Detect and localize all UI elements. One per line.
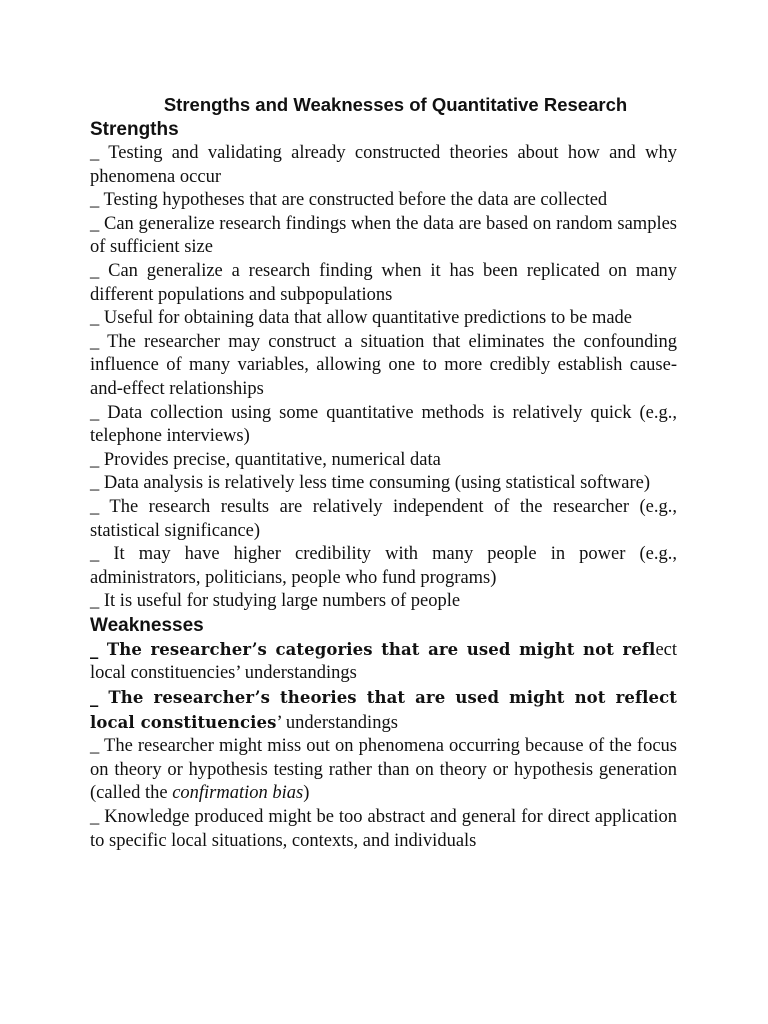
weakness-item [90, 638, 677, 686]
weaknesses-heading: Weaknesses [90, 614, 204, 636]
weakness-item: _ Knowledge produced might be too abstract and general for direct application to specific local situations, contexts, and individuals [90, 807, 677, 851]
weakness-item-bold-text: _ The researcher’s categories that are used might not refl [90, 639, 656, 659]
document-page [90, 92, 677, 853]
strength-item: _ Provides precise, quantitative, numerical data [90, 449, 441, 470]
strength-item: _ The researcher may construct a situation that eliminates the confounding influence of many variables, allowing one to more credibly establish cause-and-effect relationships [90, 331, 677, 399]
strength-item: _ Useful for obtaining data that allow quantitative predictions to be made [90, 308, 633, 329]
strength-item: _ It is useful for studying large numbers of people [90, 591, 461, 612]
document-title: Strengths and Weaknesses of Quantitative Research [163, 94, 628, 115]
weakness-item [90, 686, 677, 735]
strengths-heading: Strengths [90, 119, 179, 140]
strength-item: _ Data collection using some quantitative methods is relatively quick (e.g., telephone interviews) [90, 402, 677, 447]
weaknesses-list [90, 638, 677, 853]
strength-item: _ Testing and validating already constructed theories about how and why phenomena occur [90, 143, 677, 187]
strength-item: _ It may have higher credibility with many people in power (e.g., administrators, politicians, people who fund programs) [90, 544, 677, 588]
confirmation-bias-term: confirmation bias [172, 783, 304, 804]
weakness-item-text-end: ) [303, 783, 310, 804]
strength-item: _ The research results are relatively independent of the researcher (e.g., statistical significance) [90, 496, 677, 541]
strength-item: _ Data analysis is relatively less time consuming (using statistical software) [90, 473, 651, 494]
weakness-item-bold-text: _ The researcher’s theories that are used might not reflect local constituencies [90, 688, 677, 732]
strength-item: _ Testing hypotheses that are constructed before the data are collected [90, 190, 608, 211]
strengths-list [90, 142, 677, 614]
strength-item: _ Can generalize a research finding when it has been replicated on many different populations and subpopulations [90, 260, 677, 305]
strength-item: _ Can generalize research findings when the data are based on random samples of sufficient size [90, 213, 677, 258]
weakness-item-text: ’ understandings [276, 712, 398, 733]
weakness-item-text: _ The researcher might miss out on phenomena occurring because of the focus on theory or hypothesis testing rather than on theory or hypothesis generation (called the [90, 736, 677, 804]
weakness-item [90, 735, 677, 806]
weakness-item-text: ect local constituencies’ understandings [90, 639, 677, 684]
